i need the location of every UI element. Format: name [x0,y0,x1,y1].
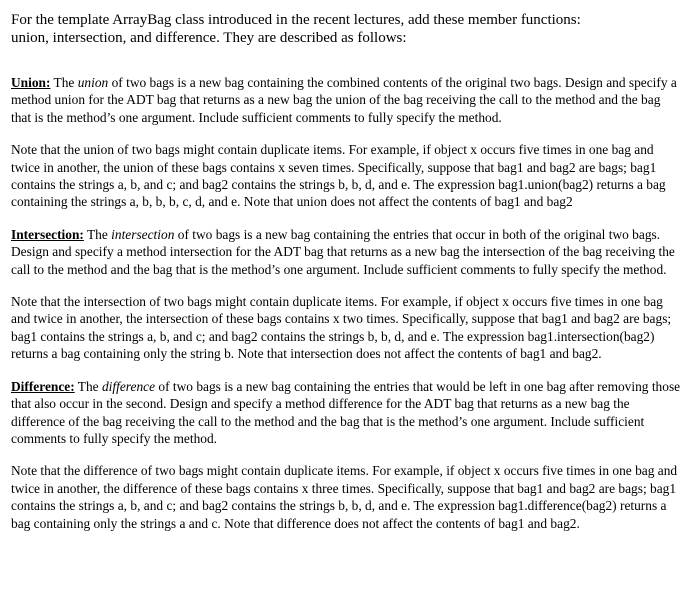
intro-line-2: union, intersection, and difference. They are described as follows: [11,29,407,46]
intersection-text: of two bags is a new bag containing the entries that occur in both of the original two bags. Design and specify a method intersection for the ADT bag that returns as a new bag the intersection of the bag receiving the call to the method and the bag that is the method’s one argument. Include sufficient comments to fully specify the method. [11,226,675,277]
difference-definition [11,378,681,448]
intro-line-1: For the template ArrayBag class introduced in the recent lectures, add these member functions: [11,12,581,28]
intersection-note: Note that the intersection of two bags might contain duplicate items. For example, if object x occurs five times in one bag and twice in another, the intersection of these bags contains x two times. Specifically, suppose that bag1 and bag2 are bags; bag1 contains the strings a, b, and c; and bag2 contains the strings b, b, d, and e. The expression bag1.intersection(bag2) returns a bag containing only the string b. Note that intersection does not affect the contents of bag1 and bag2. [11,294,672,362]
union-heading: Union: [11,75,51,90]
union-pre: The [50,75,78,90]
union-note: Note that the union of two bags might contain duplicate items. For example, if object x occurs five times in one bag and twice in another, the union of these bags contains x seven times. Specifically, suppose that bag1 and bag2 are bags; bag1 contains the strings a, b, and c; and bag2 contains the strings b, b, d, and e. The expression bag1.union(bag2) returns a bag containing the strings a, b, b, b, c, d, and e. Note that union does not affect the contents of bag1 and bag2 [11,142,666,210]
intersection-definition [11,226,681,278]
spacer [11,47,681,74]
intersection-term: intersection [111,226,175,242]
union-term: union [77,75,109,90]
difference-text: of two bags is a new bag containing the entries that would be left in one bag after removing those that also occur in the second. Design and specify a method difference for the ADT bag that returns as a new bag the difference of the bag receiving the call to the method and the bag that is the method’s one argument. Include sufficient comments to fully specify the method. [11,378,681,446]
difference-pre: The [74,378,102,394]
spacer [11,278,681,293]
intro-paragraph [11,12,681,47]
difference-term: difference [101,378,156,394]
union-definition [11,74,681,126]
difference-heading: Difference: [11,378,75,394]
document-page [11,12,681,532]
spacer [11,447,681,462]
spacer [11,126,681,141]
spacer [11,363,681,378]
difference-note: Note that the difference of two bags might contain duplicate items. For example, if object x occurs five times in one bag and twice in another, the difference of these bags contains x three times. Specifically, suppose that bag1 and bag2 are bags; bag1 contains the strings a, b, and c; and bag2 contains the strings b, b, d, and e. The expression bag1.difference(bag2) returns a bag containing only the strings a and c. Note that difference does not affect the contents of bag1 and bag2. [11,463,678,531]
intersection-heading: Intersection: [11,226,84,242]
spacer [11,211,681,226]
union-text: of two bags is a new bag containing the combined contents of the original two bags. Design and specify a method union for the ADT bag that returns as a new bag the union of the bag receiving the call to the method and the bag that is the method’s one argument. Include sufficient comments to fully specify the method. [11,75,677,125]
intersection-pre: The [83,226,112,242]
